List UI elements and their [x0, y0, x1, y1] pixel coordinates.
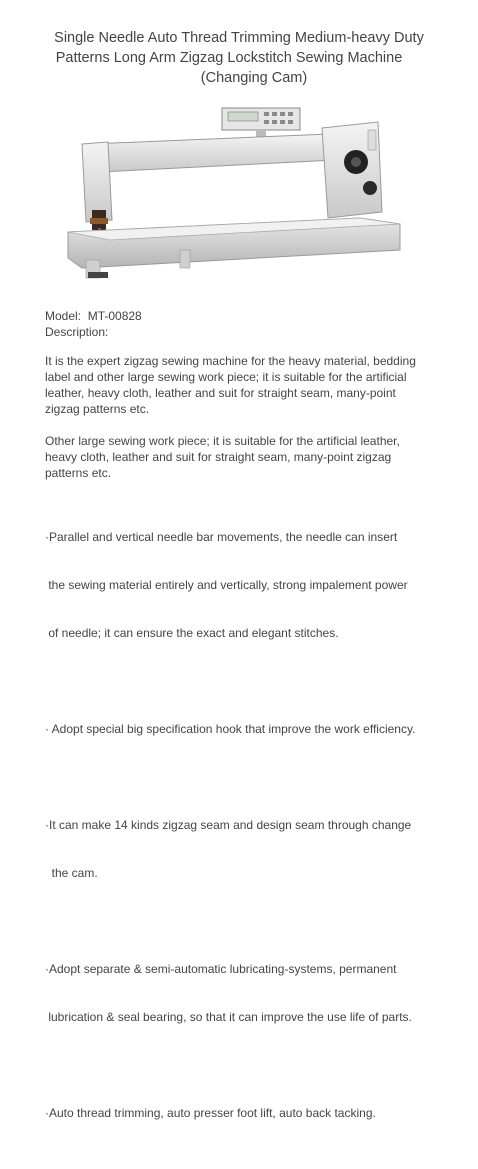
- paragraph-line: Other large sewing work piece; it is suitable for the artificial leather,: [45, 434, 400, 448]
- feature-line: lubrication & seal bearing, so that it can improve the use life of parts.: [45, 1010, 412, 1024]
- title-line-1: Single Needle Auto Thread Trimming Medium-heavy Duty: [54, 30, 424, 46]
- feature-line: ·Adopt separate & semi-automatic lubricating-systems, permanent: [45, 962, 397, 976]
- title-line-2: Patterns Long Arm Zigzag Lockstitch Sewing Machine: [55, 50, 403, 66]
- feature-line: the cam.: [45, 866, 98, 880]
- feature-item: [45, 785, 470, 913]
- paragraph-line: zigzag patterns etc.: [45, 402, 150, 416]
- feature-line: ·It can make 14 kinds zigzag seam and design seam through change: [45, 818, 412, 832]
- paragraph-line: patterns etc.: [45, 466, 112, 480]
- paragraph-line: label and other large sewing work piece; it is suitable for the artificial: [45, 370, 407, 384]
- page-title: [0, 28, 478, 88]
- feature-line: the sewing material entirely and vertically, strong impalement power: [45, 578, 408, 592]
- title-line-3: (Changing Cam): [200, 70, 308, 86]
- model-value: MT-00828: [87, 309, 142, 323]
- paragraph-2: [45, 433, 470, 481]
- description-body: [45, 353, 470, 1169]
- feature-line: ·Parallel and vertical needle bar movements, the needle can insert: [45, 530, 398, 544]
- feature-item: [45, 1073, 470, 1153]
- model-label: Model:: [45, 309, 82, 323]
- paragraph-line: leather, heavy cloth, leather and suit for straight seam, many-point: [45, 386, 396, 400]
- feature-item: [45, 929, 470, 1057]
- feature-line: of needle; it can ensure the exact and elegant stitches.: [45, 626, 339, 640]
- description-label: Description:: [45, 325, 109, 339]
- sewing-machine-image: [60, 100, 405, 285]
- feature-item: [45, 689, 470, 769]
- product-meta: [45, 308, 142, 340]
- feature-line: · Adopt special big specification hook that improve the work efficiency.: [45, 722, 416, 736]
- paragraph-line: It is the expert zigzag sewing machine for the heavy material, bedding: [45, 354, 416, 368]
- feature-item: [45, 497, 470, 673]
- feature-line: ·Auto thread trimming, auto presser foot lift, auto back tacking.: [45, 1106, 376, 1120]
- model-line: [45, 308, 142, 324]
- paragraph-1: [45, 353, 470, 417]
- paragraph-line: heavy cloth, leather and suit for straight seam, many-point zigzag: [45, 450, 392, 464]
